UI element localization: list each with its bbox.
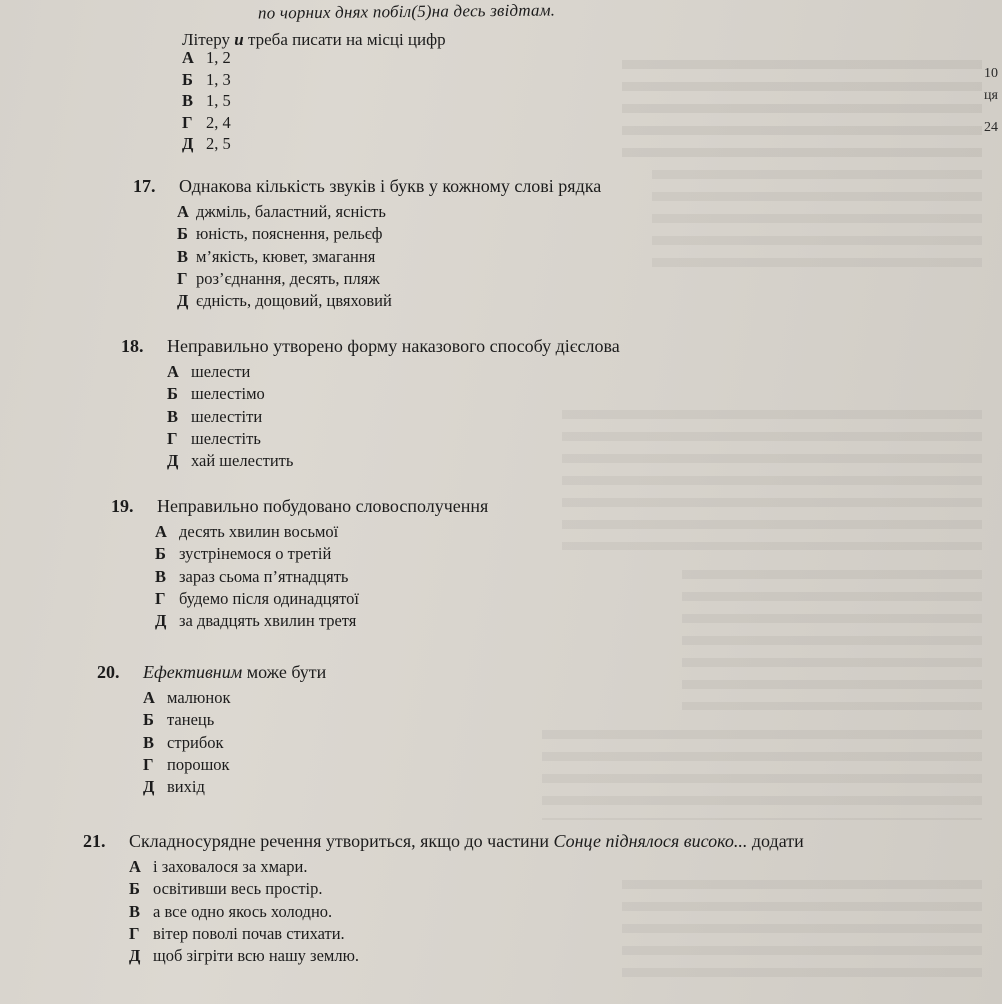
option-text: і заховалося за хмари. <box>153 857 308 876</box>
option[interactable] <box>155 543 488 565</box>
bleed-through-texture <box>622 60 982 170</box>
question-number: 19. <box>111 496 134 516</box>
option-letter: Д <box>129 946 141 966</box>
option-letter: А <box>177 202 189 221</box>
option[interactable] <box>177 268 601 290</box>
option-text: роз’єднання, десять, пляж <box>196 268 380 288</box>
option-letter: Д <box>167 451 179 471</box>
option-text: за двадцять хвилин третя <box>179 611 357 631</box>
question-number: 20. <box>97 662 120 682</box>
option-text: 2, 5 <box>206 134 231 153</box>
option[interactable] <box>177 201 601 223</box>
options-list <box>167 361 620 472</box>
option-text: 1, 5 <box>206 91 231 110</box>
option-letter: Б <box>167 384 178 404</box>
option-text: джміль, баластний, ясність <box>196 202 386 221</box>
question-header <box>83 831 804 852</box>
bleed-through-texture <box>542 730 982 820</box>
option[interactable] <box>155 610 488 632</box>
option-text: зустрінемося о третій <box>179 544 332 564</box>
question-19 <box>111 496 488 632</box>
option[interactable] <box>129 878 804 900</box>
instruction-prefix: Літеру <box>182 30 235 49</box>
option-text: 2, 4 <box>206 112 231 132</box>
question-18 <box>121 336 620 472</box>
option[interactable] <box>167 406 620 428</box>
option-text: зараз сьома п’ятнадцять <box>179 566 349 586</box>
option-letter: Б <box>177 224 188 244</box>
option-letter: В <box>167 406 179 426</box>
option-letter: Г <box>182 112 193 132</box>
question-prompt: може бути <box>242 662 327 682</box>
question-17 <box>133 176 601 312</box>
option-letter: А <box>167 362 179 381</box>
option-letter: Г <box>177 268 188 288</box>
option[interactable] <box>143 687 326 709</box>
option-text: 1, 2 <box>206 48 231 67</box>
bleed-through-texture <box>682 570 982 710</box>
options-list <box>129 856 804 967</box>
option-letter: Б <box>143 710 154 730</box>
option-text: порошок <box>167 754 230 774</box>
option[interactable] <box>177 223 601 245</box>
option[interactable] <box>167 361 620 383</box>
option-letter: Д <box>177 291 189 311</box>
bleed-through-texture <box>562 410 982 550</box>
option[interactable] <box>129 856 804 878</box>
option-text: м’якість, кювет, змагання <box>196 246 376 266</box>
previous-question-text: по чорних днях побіл(5)на десь звідтам. <box>257 0 556 23</box>
option-text: шелестіть <box>191 428 261 448</box>
option-text: танець <box>167 710 215 730</box>
option-letter: В <box>182 91 194 110</box>
question-20 <box>97 662 326 798</box>
option-text: єдність, дощовий, цвяховий <box>196 291 392 311</box>
question-21 <box>83 831 804 967</box>
option[interactable] <box>129 923 804 945</box>
option[interactable] <box>182 69 231 91</box>
option-letter: А <box>143 688 155 707</box>
bleed-through-texture <box>652 170 982 280</box>
question-number: 21. <box>83 831 106 851</box>
option-text: вихід <box>167 777 205 797</box>
option-text: шелестімо <box>191 384 265 404</box>
options-list <box>177 201 601 312</box>
question-header <box>97 662 326 683</box>
option[interactable] <box>167 450 620 472</box>
option[interactable] <box>143 776 326 798</box>
option-letter: Г <box>167 428 178 448</box>
option-letter: В <box>143 732 155 752</box>
option[interactable] <box>177 246 601 268</box>
question-prompt-emphasis: Ефективним <box>143 662 243 682</box>
option[interactable] <box>182 47 231 69</box>
option-text: будемо після одинадцятої <box>179 588 359 608</box>
option-letter: А <box>182 48 194 67</box>
option[interactable] <box>177 290 601 312</box>
option-text: шелестіти <box>191 406 263 426</box>
option[interactable] <box>129 901 804 923</box>
question-header <box>133 176 601 197</box>
option[interactable] <box>167 428 620 450</box>
option[interactable] <box>143 732 326 754</box>
question-prompt-emphasis: Сонце піднялося високо... <box>553 831 748 851</box>
option[interactable] <box>155 588 488 610</box>
margin-label: 24 <box>984 120 998 135</box>
previous-question-options <box>182 47 231 155</box>
option-letter: А <box>155 522 167 541</box>
question-prompt: Однакова кількість звуків і букв у кожному слові рядка <box>179 176 602 196</box>
option-text: а все одно якось холодно. <box>153 901 333 921</box>
option-text: 1, 3 <box>206 69 231 89</box>
options-list <box>155 521 488 632</box>
options-list <box>143 687 326 798</box>
option-letter: Г <box>129 923 140 943</box>
option-text: освітивши весь простір. <box>153 879 323 899</box>
option-letter: Г <box>143 754 154 774</box>
question-prompt: Неправильно утворено форму наказового способу дієслова <box>167 336 620 356</box>
option[interactable] <box>167 383 620 405</box>
option-letter: В <box>177 246 189 266</box>
question-number: 17. <box>133 176 156 196</box>
question-prompt: Неправильно побудовано словосполучення <box>157 496 489 516</box>
option-letter: Б <box>155 544 166 564</box>
question-header <box>121 336 620 357</box>
instruction-suffix: треба писати на місці цифр <box>243 30 446 49</box>
question-prompt-end: додати <box>747 831 804 851</box>
option[interactable] <box>143 754 326 776</box>
option-letter: Д <box>143 777 155 797</box>
option-letter: Б <box>182 69 193 89</box>
option-text: юність, пояснення, рельєф <box>196 224 383 244</box>
option-text: десять хвилин восьмої <box>179 522 339 541</box>
option[interactable] <box>143 709 326 731</box>
question-prompt: Складносурядне речення утвориться, якщо до частини <box>129 831 554 851</box>
option-letter: А <box>129 857 141 876</box>
option-text: щоб зігріти всю нашу землю. <box>153 946 360 966</box>
option-letter: В <box>155 566 167 586</box>
margin-label: ця <box>984 88 998 103</box>
option-text: хай шелестить <box>191 451 294 471</box>
option[interactable] <box>182 90 231 112</box>
option[interactable] <box>129 945 804 967</box>
margin-label: 10 <box>984 66 998 81</box>
option-letter: Б <box>129 879 140 899</box>
instruction-letter: и <box>234 30 244 49</box>
option[interactable] <box>182 133 231 155</box>
option-letter: Д <box>155 611 167 631</box>
option-letter: В <box>129 901 141 921</box>
question-header <box>111 496 488 517</box>
option-text: стрибок <box>167 732 224 752</box>
option-letter: Г <box>155 588 166 608</box>
option-text: малюнок <box>167 688 231 707</box>
option[interactable] <box>155 566 488 588</box>
option-text: шелести <box>191 362 251 381</box>
question-number: 18. <box>121 336 144 356</box>
option-text: вітер поволі почав стихати. <box>153 923 345 943</box>
option[interactable] <box>182 112 231 134</box>
option-letter: Д <box>182 134 194 153</box>
option[interactable] <box>155 521 488 543</box>
